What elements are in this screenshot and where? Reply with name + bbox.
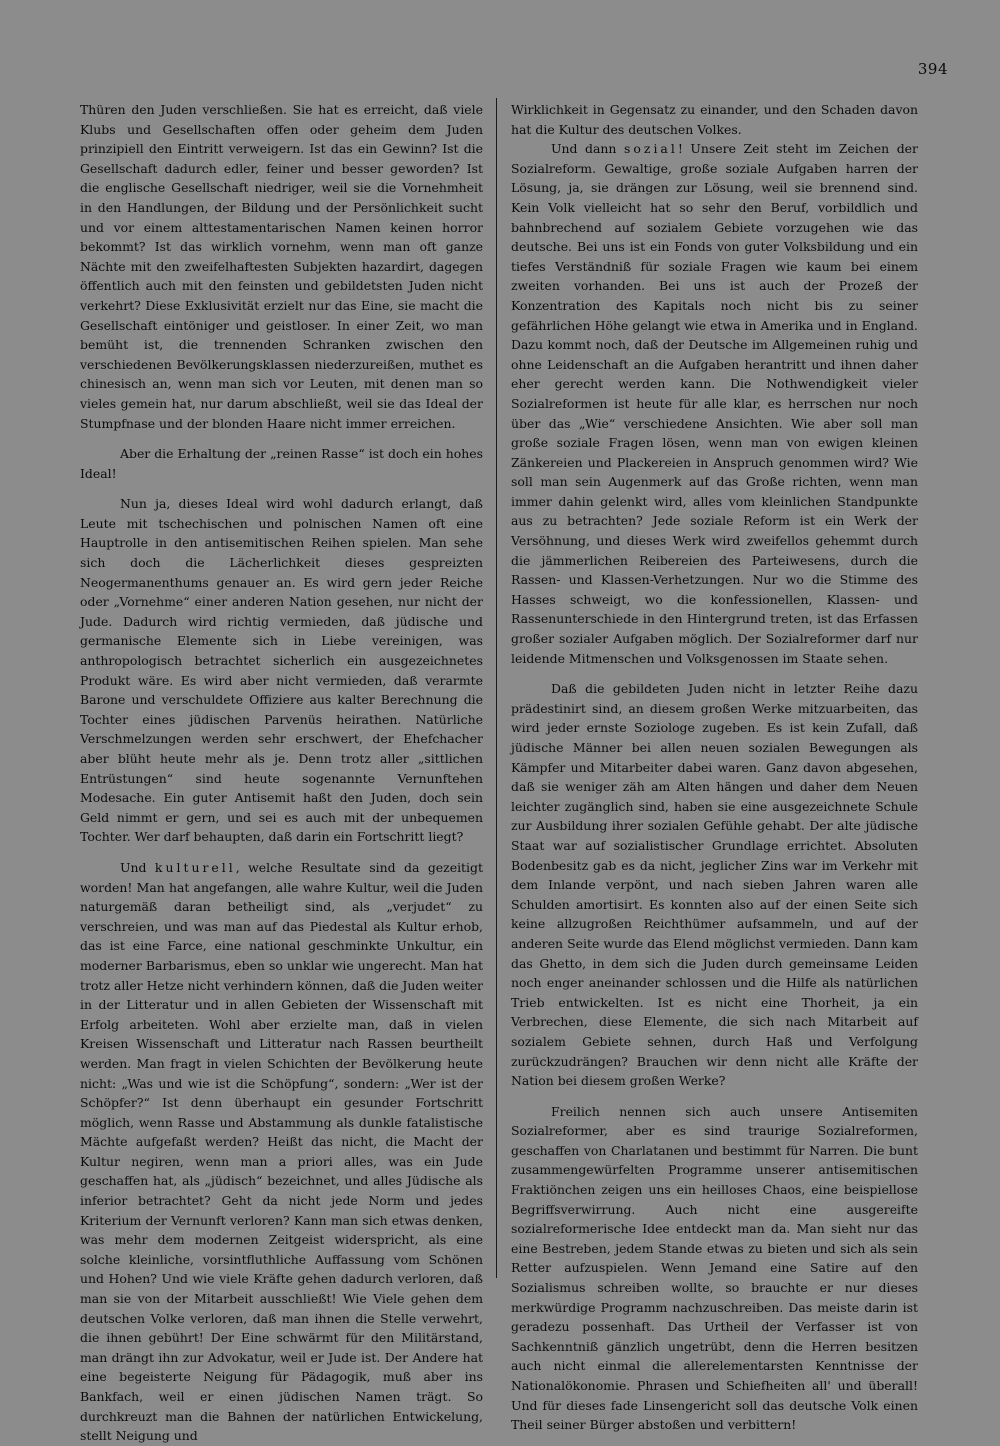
paragraph-lead: Und dann: [551, 141, 625, 157]
paragraph: [511, 139, 918, 668]
paragraph: Wirklichkeit in Gegensatz zu einander, und den Schaden davon hat die Kultur des deutschen Volkes.: [511, 102, 918, 137]
paragraph: Freilich nennen sich auch unsere Antisemiten Sozialreformer, aber es sind traurige Sozialreformen, geschaffen von Charlatanen und bestimmt für Narren. Die bunt zusammengewürfelten Programme unserer antisemitischen Fraktiönchen zeigen uns ein heilloses Chaos, eine beispiellose Begriffsverwirrung. Auch nicht eine ausgereifte sozialreformerische Idee entdeckt man da. Man sieht nur das eine Bestreben, jedem Stande etwas zu bieten und sich als sein Retter aufzuspielen. Wenn Jemand eine Satire auf den Sozialismus schreiben wollte, so brauchte er nur dieses merkwürdige Programm nachzuschreiben. Das meiste darin ist geradezu possenhaft. Das Urtheil der Verfasser ist von Sachkenntniß gänzlich ungetrübt, denn die Herren besitzen auch nicht einmal die allerelementarsten Kenntnisse der Nationalökonomie. Phrasen und Schiefheiten all' und überall! Und für dieses fade Linsengericht soll das deutsche Volk einen Theil seiner Bürger abstoßen und verbittern!: [511, 1103, 918, 1433]
spaced-emphasis: sozial: [624, 141, 678, 157]
page-number: 394: [917, 60, 948, 78]
column-divider: [496, 98, 497, 1278]
spaced-emphasis: kulturell: [154, 859, 236, 875]
paragraph: Aber die Erhaltung der „reinen Rasse“ ist doch ein hohes Ideal!: [80, 446, 483, 481]
paragraph: Nun ja, dieses Ideal wird wohl dadurch erlangt, daß Leute mit tschechischen und polnischen Namen oft eine Hauptrolle in den antisemitischen Reihen spielen. Man sehe sich doch die Lächerlichkeit dieses gespreizten Neogermanenthums genauer an. Es wird gern jeder Reiche oder „Vornehme“ einer anderen Nation gesehen, nur nicht der Jude. Dadurch wird richtig vermieden, daß jüdische und germanische Elemente sich in Liebe vereinigen, was anthropologisch betrachtet sicherlich ein ausgezeichnetes Produkt wäre. Es wird aber nicht vermieden, daß verarmte Barone und verschuldete Offiziere aus kalter Berechnung die Tochter eines jüdischen Parvenüs heirathen. Natürliche Verschmelzungen werden sehr erschwert, der Ehefchacher aber blüht heute mehr als je. Denn trotz aller „sittlichen Entrüstungen“ sind heute sogenannte Vernunftehen Modesache. Ein guter Antisemit haßt den Juden, doch sein Geld nimmt er gern, und sei es auch mit der unbequemen Tochter. Wer darf behaupten, daß darin ein Fortschritt liegt?: [80, 496, 483, 845]
paragraph-text: , welche Resultate sind da gezeitigt worden! Man hat angefangen, alle wahre Kultur, weil die Juden naturgemäß daran betheiligt sind, als „verjudet“ zu verschreien, und was man auf das Piedestal als Kultur erhob, das ist eine Farce, eine national geschminkte Unkultur, ein moderner Barbarismus, eben so unklar wie ungerecht. Man hat trotz aller Hetze nicht verhindern können, daß die Juden weiter in der Litteratur und in allen Gebieten der Wissenschaft mit Erfolg arbeiteten. Wohl aber erzielte man, daß in vielen Kreisen Wissenschaft und Litteratur nach Rassen beurtheilt werden. Man fragt in vielen Schichten der Bevölkerung heute nicht: „Was und wie ist die Schöpfung“, sondern: „Wer ist der Schöpfer?“ Ist denn überhaupt ein gesunder Fortschritt möglich, wenn Rasse und Abstammung als dunkle fatalistische Mächte aufgefaßt werden? Heißt das nicht, die Macht der Kultur negiren, wenn man a priori alles, was ein Jude geschaffen hat, als „jüdisch“ bezeichnet, und alles Jüdische als inferior betrachtet? Geht da nicht jede Norm und jedes Kriterium der Vernunft verloren? Kann man sich etwas denken, was mehr dem modernen Zeitgeist widerspricht, als eine solche kleinliche, vorsintfluthliche Auffassung vom Schönen und Hohen? Und wie viele Kräfte gehen dadurch verloren, daß man sie von der Mitarbeit ausschließt! Wie Viele gehen dem deutschen Volke verloren, daß man ihnen die Stelle verwehrt, die ihnen gebührt! Der Eine schwärmt für den Militärstand, man drängt ihn zur Advokatur, weil er Jude ist. Der Andere hat eine begeisterte Neigung für Pädagogik, muß aber ins Bankfach, weil er einen jüdischen Namen trägt. So durchkreuzt man die Bahnen der natürlichen Entwickelung, stellt Neigung und: [80, 859, 483, 1444]
paragraph-lead: Und: [120, 859, 155, 875]
left-column: [80, 100, 483, 1446]
paragraph: Daß die gebildeten Juden nicht in letzter Reihe dazu prädestinirt sind, an diesem großen Werke mitzuarbeiten, das wird jeder ernste Soziologe zugeben. Es ist kein Zufall, daß jüdische Männer bei allen neuen sozialen Bewegungen als Kämpfer und Mitarbeiter dabei waren. Ganz davon abgesehen, daß sie weniger zäh am Alten hängen und daher dem Neuen leichter zugänglich sind, haben sie eine ausgezeichnete Schule zur Ausbildung ihrer sozialen Gefühle gehabt. Der alte jüdische Staat war auf sozialistischer Grundlage errichtet. Absoluten Bodenbesitz gab es da nicht, jeglicher Zins war im Verkehr mit dem Inlande verpönt, und nach sieben Jahren waren alle Schulden amortisirt. Es konnten also auf der einen Seite sich keine allzugroßen Reichthümer aufsammeln, und auf der anderen Seite wurde das Elend möglichst vermieden. Dann kam das Ghetto, in dem sich die Juden durch gemeinsame Leiden noch enger aneinander schlossen und die Hilfe als natürlichen Trieb entwickelten. Ist es nicht eine Thorheit, ja ein Verbrechen, diese Elemente, die sich nach Mitarbeit auf sozialem Gebiete sehnen, durch Haß und Verfolgung zurückzudrängen? Brauchen wir denn nicht alle Kräfte der Nation bei diesem großen Werke?: [511, 681, 918, 1089]
right-column: [511, 100, 918, 1435]
paragraph-text: ! Unsere Zeit steht im Zeichen der Sozialreform. Gewaltige, große soziale Aufgaben harren der Lösung, ja, sie drängen zur Lösung, weil sie brennend sind. Kein Volk vielleicht hat so sehr den Beruf, vorbildlich und bahnbrechend auf sozialem Gebiete vorzugehen wie das deutsche. Bei uns ist ein Fonds von guter Volksbildung und ein tiefes Verständniß für soziale Fragen wie kaum bei einem zweiten vorhanden. Bei uns ist auch der Prozeß der Konzentration des Kapitals noch nicht bis zu seiner gefährlichen Höhe gelangt wie etwa in Amerika und in England. Dazu kommt noch, daß der Deutsche im Allgemeinen ruhig und ohne Leidenschaft an die Aufgaben herantritt und ihnen daher eher gerecht werden kann. Die Nothwendigkeit vieler Sozialreformen ist heute für alle klar, es herrschen nur noch über das „Wie“ verschiedene Ansichten. Wie aber soll man große soziale Fragen lösen, wenn man von ewigen kleinen Zänkereien und Plackereien in Anspruch genommen wird? Wie soll man sein Augenmerk auf das Große richten, wenn man immer dahin gelenkt wird, alles vom kleinlichen Standpunkte aus zu betrachten? Jede soziale Reform ist ein Werk der Versöhnung, und dieses Werk wird zweifellos gehemmt durch die jämmerlichen Reibereien des Parteiwesens, durch die Rassen- und Klassen-Verhetzungen. Nur wo die Stimme des Hasses schweigt, wo die konfessionellen, Klassen- und Rassenunterschiede in den Hintergrund treten, ist das Erfassen großer sozialer Aufgaben möglich. Der Sozialreformer darf nur leidende Mitmenschen und Volksgenossen im Staate sehen.: [511, 141, 918, 666]
paragraph: Thüren den Juden verschließen. Sie hat es erreicht, daß viele Klubs und Gesellschaften offen oder geheim dem Juden prinzipiell den Eintritt verweigern. Ist das ein Gewinn? Ist die Gesellschaft dadurch edler, feiner und besser geworden? Ist die englische Gesellschaft niedriger, weil sie die Vornehmheit in den Handlungen, der Bildung und der Persönlichkeit sucht und vor einem alttestamentarischen Namen keinen horror bekommt? Ist das wirklich vornehm, wenn man oft ganze Nächte mit den zweifelhaftesten Subjekten hazardirt, dagegen öffentlich auch mit den feinsten und gebildetsten Juden nicht verkehrt? Diese Exklusivität erzielt nur das Eine, sie macht die Gesellschaft eintöniger und geistloser. In einer Zeit, wo man bemüht ist, die trennenden Schranken zwischen den verschiedenen Bevölkerungsklassen niederzureißen, muthet es chinesisch an, wenn man sich vor Leuten, mit denen man so vieles gemein hat, nur darum abschließt, weil sie das Ideal der Stumpfnase und der blonden Haare nicht immer erreichen.: [80, 102, 483, 431]
paragraph: [80, 858, 483, 1446]
